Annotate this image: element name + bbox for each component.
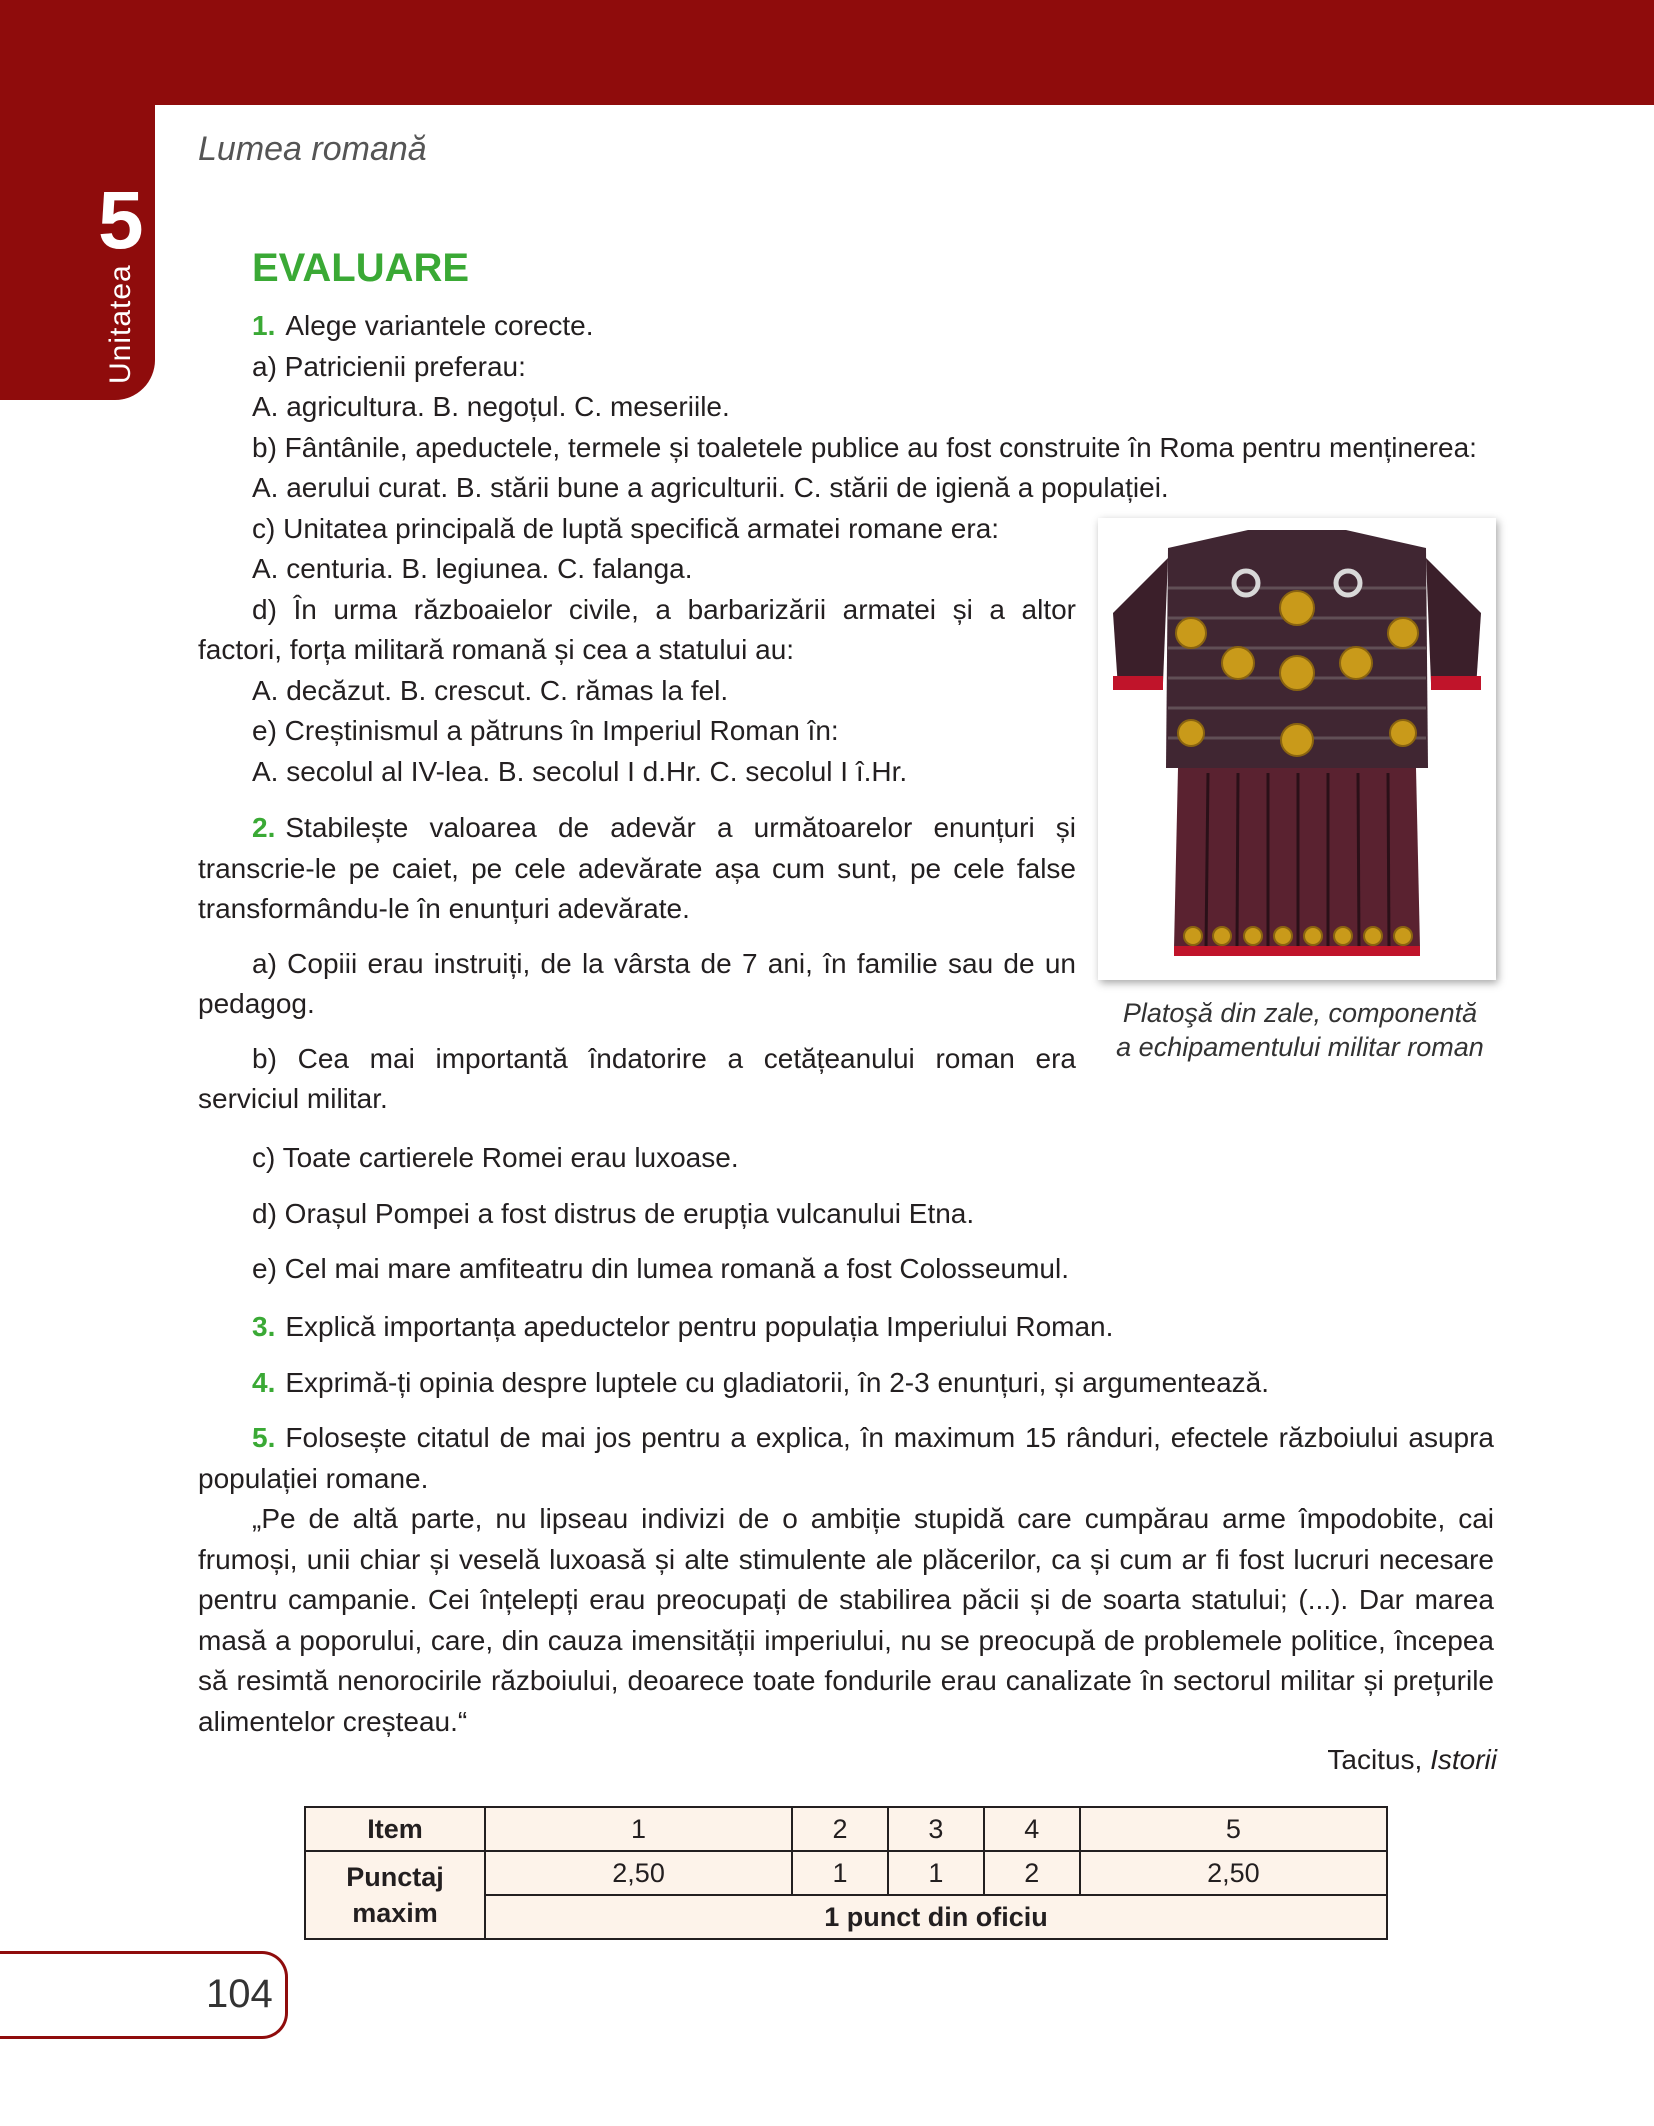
page-number: 104 <box>206 1972 273 2016</box>
question-e: e) Creștinismul a pătruns în Imperiul Roman în: <box>252 715 839 746</box>
exercise-2-continued <box>198 1138 1494 1290</box>
caption-line-2: a echipamentului militar roman <box>1116 1032 1484 1062</box>
unit-label: Unitatea <box>104 264 137 384</box>
points-cell: 1 <box>792 1851 888 1895</box>
exercise-number: 1. <box>252 310 276 341</box>
statement-a: a) Copiii erau instruiți, de la vârsta de 7 ani, în familie sau de un pedagog. <box>198 947 1076 1019</box>
item-cell: 3 <box>888 1807 984 1851</box>
question-b: b) Fântânile, apeductele, termele și toaletele publice au fost construite în Roma pentru menținerea: <box>252 431 1477 463</box>
question-a: a) Patricienii preferau: <box>252 350 526 382</box>
exercise-2 <box>198 808 1076 1120</box>
bonus-cell: 1 punct din oficiu <box>485 1895 1387 1939</box>
roman-armor-image <box>1098 518 1496 980</box>
section-title: EVALUARE <box>252 246 470 290</box>
exercise-4-text: Exprimă-ți opinia despre luptele cu gladiatorii, în 2-3 enunțuri, și argumentează. <box>285 1366 1270 1398</box>
points-cell: 2,50 <box>1080 1851 1387 1895</box>
statement-e: e) Cel mai mare amfiteatru din lumea romană a fost Colosseumul. <box>252 1253 1070 1284</box>
figure-caption <box>1080 996 1520 1064</box>
score-table <box>304 1806 1388 1940</box>
points-cell: 1 <box>888 1851 984 1895</box>
statement-d: d) Orașul Pompei a fost distrus de erupția vulcanului Etna. <box>252 1197 975 1229</box>
exercise-3-text: Explică importanța apeductelor pentru populația Imperiului Roman. <box>285 1311 1114 1342</box>
exercise-number: 2. <box>252 812 276 843</box>
points-header: Punctaj maxim <box>305 1851 485 1939</box>
caption-line-1: Platoşă din zale, componentă <box>1122 998 1478 1028</box>
header-band <box>0 0 1654 105</box>
options-a: A. agricultura. B. negoțul. C. meseriile. <box>252 391 730 422</box>
running-title: Lumea romană <box>198 130 427 168</box>
source-author: Tacitus, <box>1327 1744 1431 1775</box>
table-row <box>305 1807 1387 1851</box>
source-work: Istorii <box>1430 1744 1497 1775</box>
quote: „Pe de altă parte, nu lipseau indivizi de o ambiție stupidă care cumpărau arme împodobite, cai frumoși, unii chiar și veselă luxoasă și alte stimulente ale plăcerilor, ca și cum ar fi fost lucruri necesare pentru campanie. Cei înțelepți erau preocupați de stabilirea păcii și de soarta statului; (...). Dar marea masă a poporului, care, din cauza imensității imperiului, nu se preocupă de problemele politice, începea să resimtă nenorocirile războiului, deoarece toate fondurile erau canalizate în sectorul militar și prețurile alimentelor creșteau.“ <box>198 1503 1494 1737</box>
unit-tab <box>0 0 155 400</box>
statement-b: b) Cea mai importantă îndatorire a cetățeanului roman era serviciul militar. <box>198 1042 1076 1114</box>
quote-source <box>1327 1744 1497 1776</box>
question-c: c) Unitatea principală de luptă specifică armatei romane era: <box>252 512 1000 544</box>
item-cell: 5 <box>1080 1807 1387 1851</box>
exercise-number: 4. <box>252 1366 276 1398</box>
exercise-number: 3. <box>252 1311 276 1342</box>
exercises-3-5 <box>198 1307 1494 1742</box>
item-cell: 4 <box>984 1807 1080 1851</box>
statement-c: c) Toate cartierele Romei erau luxoase. <box>252 1142 739 1173</box>
exercise-prompt: Alege variantele corecte. <box>285 310 594 341</box>
unit-number: 5 <box>98 175 144 266</box>
exercise-5-text: Folosește citatul de mai jos pentru a explica, în maximum 15 rânduri, efectele războiului asupra populației romane. <box>198 1422 1494 1494</box>
points-cell: 2,50 <box>485 1851 792 1895</box>
item-header: Item <box>305 1807 485 1851</box>
points-cell: 2 <box>984 1851 1080 1895</box>
table-row <box>305 1851 1387 1895</box>
exercise-number: 5. <box>252 1422 276 1453</box>
question-d: d) În urma războaielor civile, a barbarizării armatei și a altor factori, forța militară romană și cea a statului au: <box>198 593 1076 665</box>
item-cell: 1 <box>485 1807 792 1851</box>
options-d: A. decăzut. B. crescut. C. rămas la fel. <box>252 674 729 706</box>
exercise-prompt: Stabilește valoarea de adevăr a următoarelor enunțuri și transcrie-le pe caiet, pe cele adevărate așa cum sunt, pe cele false transformându-le în enunțuri adevărate. <box>198 812 1076 924</box>
item-cell: 2 <box>792 1807 888 1851</box>
options-c: A. centuria. B. legiunea. C. falanga. <box>252 553 693 584</box>
figure-frame <box>1098 518 1496 980</box>
options-b: A. aerului curat. B. stării bune a agriculturii. C. stării de igienă a populației. <box>252 472 1169 503</box>
options-e: A. secolul al IV-lea. B. secolul I d.Hr. C. secolul I î.Hr. <box>252 755 908 787</box>
